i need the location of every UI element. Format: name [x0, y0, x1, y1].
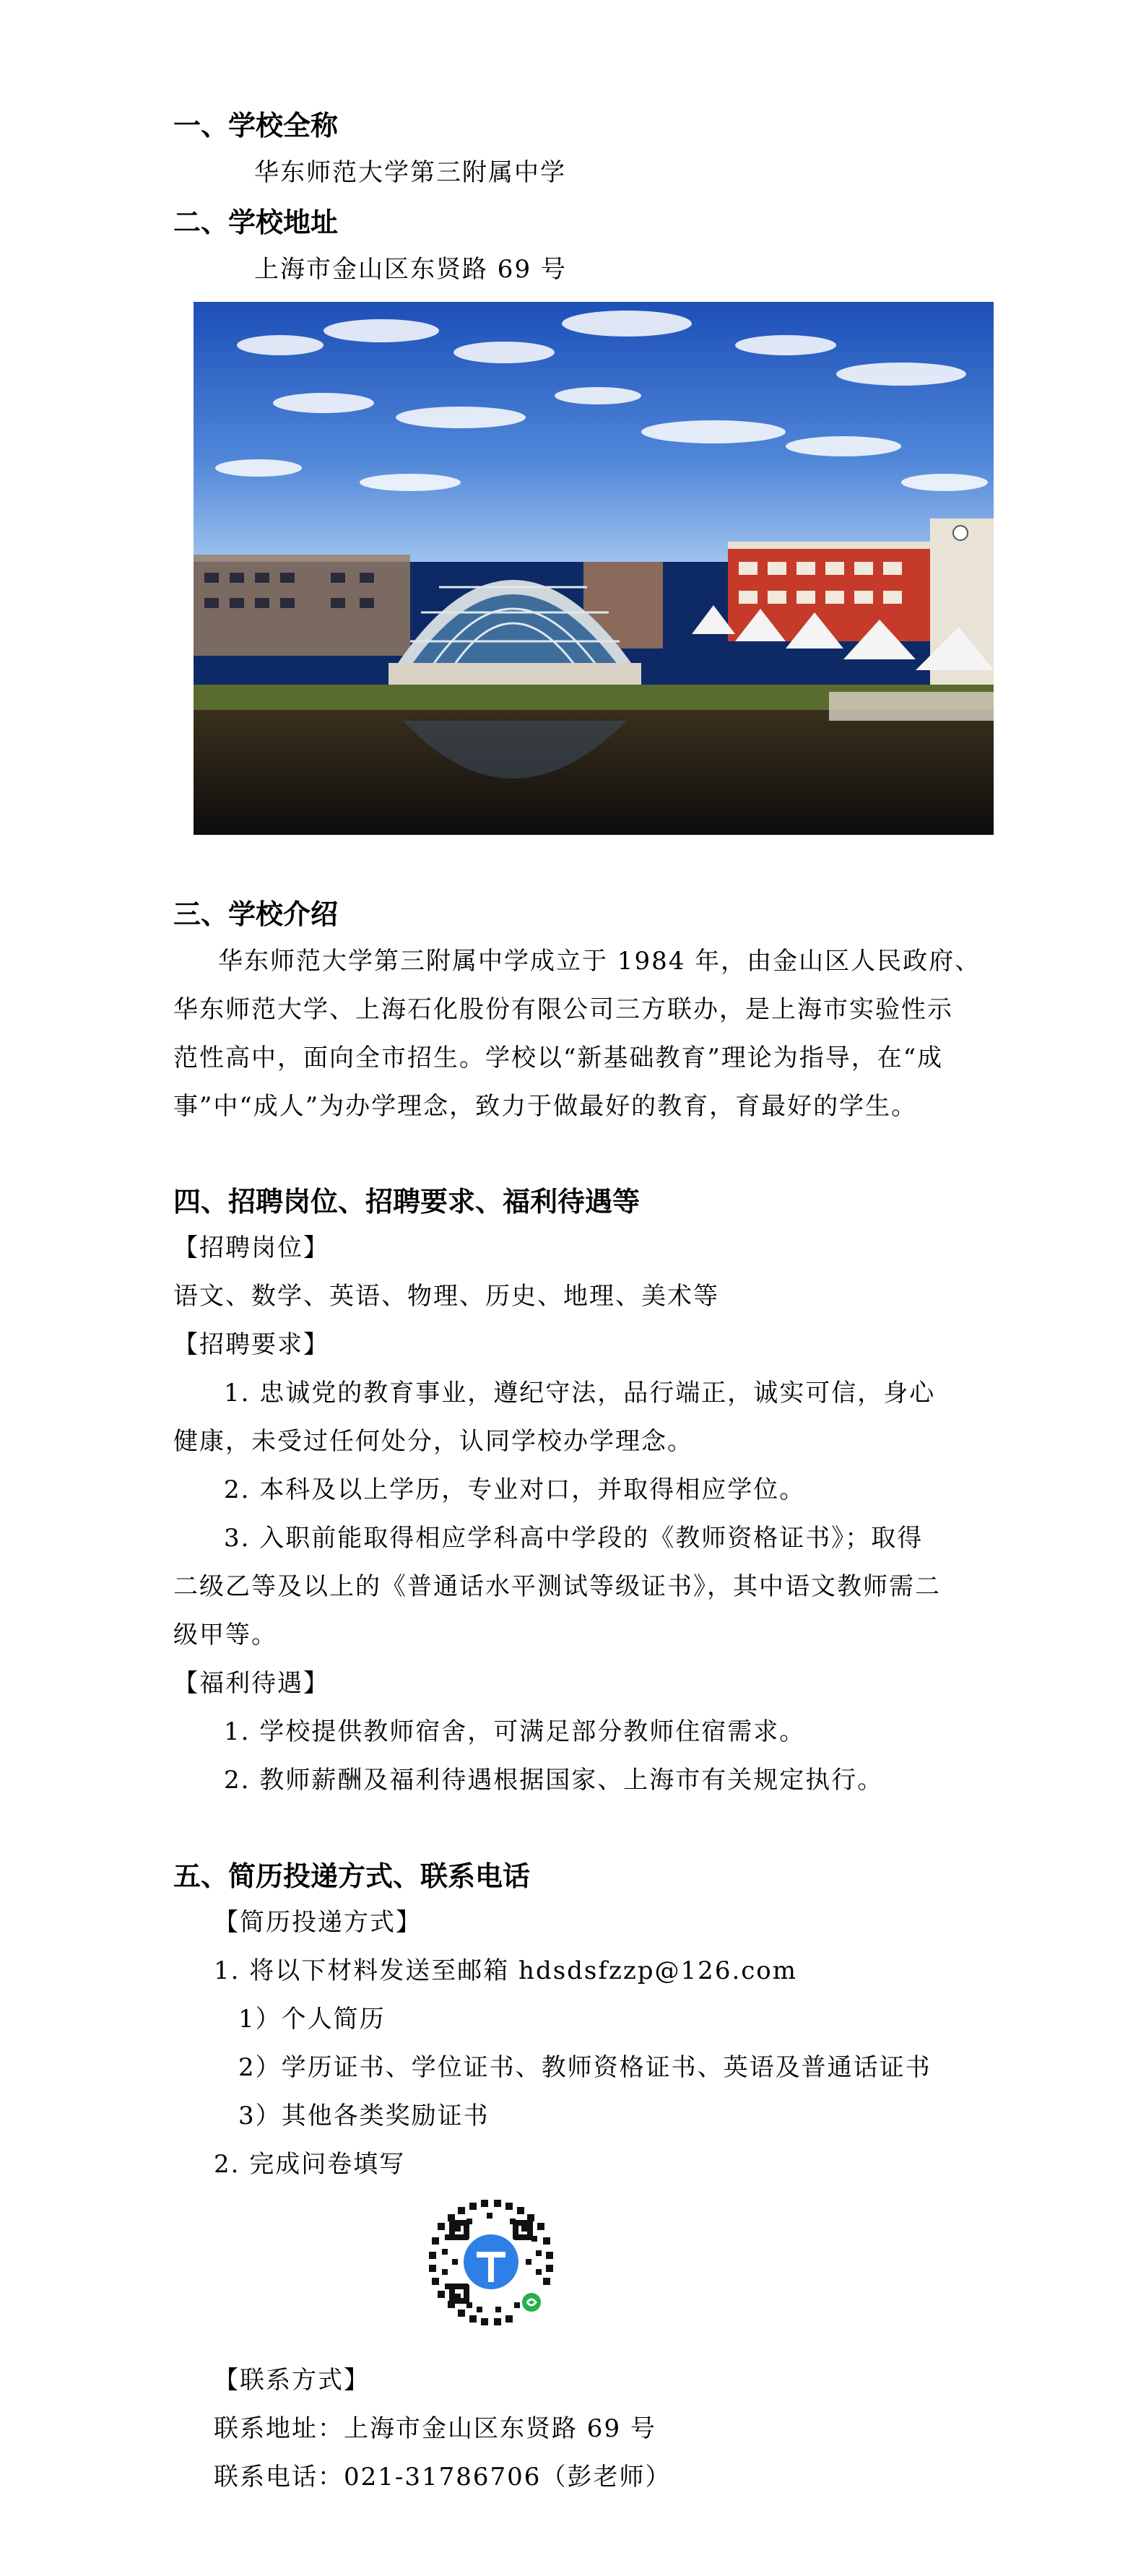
- requirement-line: 健康，未受过任何处分，认同学校办学理念。: [173, 1427, 693, 1456]
- contact-label: 【联系方式】: [214, 2366, 370, 2395]
- requirement-line: 级甲等。: [173, 1621, 277, 1649]
- material-item: 2）学历证书、学位证书、教师资格证书、英语及普通话证书: [238, 2053, 932, 2082]
- contact-address: 联系地址：上海市金山区东贤路 69 号: [214, 2414, 656, 2443]
- benefits-label: 【福利待遇】: [173, 1669, 329, 1698]
- requirement-line: 1. 忠诚党的教育事业，遵纪守法，品行端正，诚实可信，身心: [224, 1379, 936, 1408]
- intro-line: 范性高中，面向全市招生。学校以“新基础教育”理论为指导，在“成: [173, 1044, 944, 1072]
- survey-qr-code[interactable]: [423, 2194, 559, 2330]
- requirement-line: 二级乙等及以上的《普通话水平测试等级证书》，其中语文教师需二: [173, 1572, 941, 1601]
- requirement-line: 2. 本科及以上学历，专业对口，并取得相应学位。: [224, 1475, 806, 1504]
- intro-line: 事”中“成人”为办学理念，致力于做最好的教育，育最好的学生。: [173, 1092, 918, 1121]
- material-item: 3）其他各类奖励证书: [238, 2102, 490, 2130]
- heading-school-address: 二、学校地址: [173, 206, 339, 238]
- positions-label: 【招聘岗位】: [173, 1233, 329, 1262]
- heading-recruitment: 四、招聘岗位、招聘要求、福利待遇等: [173, 1185, 641, 1218]
- benefit-line: 2. 教师薪酬及福利待遇根据国家、上海市有关规定执行。: [224, 1766, 884, 1795]
- heading-resume-contact: 五、简历投递方式、联系电话: [173, 1860, 531, 1892]
- school-name: 华东师范大学第三附属中学: [254, 158, 566, 187]
- intro-line: 华东师范大学第三附属中学成立于 1984 年，由金山区人民政府、: [218, 947, 981, 976]
- campus-photo: [194, 302, 994, 835]
- delivery-step-survey: 2. 完成问卷填写: [214, 2150, 406, 2179]
- intro-line: 华东师范大学、上海石化股份有限公司三方联办，是上海市实验性示: [173, 995, 953, 1024]
- heading-school-intro: 三、学校介绍: [173, 898, 339, 930]
- delivery-label: 【简历投递方式】: [214, 1908, 422, 1937]
- delivery-step-email: 1. 将以下材料发送至邮箱 hdsdsfzzp@126.com: [214, 1956, 798, 1985]
- requirement-line: 3. 入职前能取得相应学科高中学段的《教师资格证书》；取得: [224, 1524, 924, 1553]
- heading-school-name: 一、学校全称: [173, 109, 339, 142]
- material-item: 1）个人简历: [238, 2005, 386, 2034]
- requirements-label: 【招聘要求】: [173, 1330, 329, 1359]
- positions-list: 语文、数学、英语、物理、历史、地理、美术等: [173, 1282, 719, 1311]
- school-address: 上海市金山区东贤路 69 号: [254, 255, 567, 284]
- benefit-line: 1. 学校提供教师宿舍，可满足部分教师住宿需求。: [224, 1717, 806, 1746]
- contact-phone: 联系电话：021-31786706（彭老师）: [214, 2463, 672, 2492]
